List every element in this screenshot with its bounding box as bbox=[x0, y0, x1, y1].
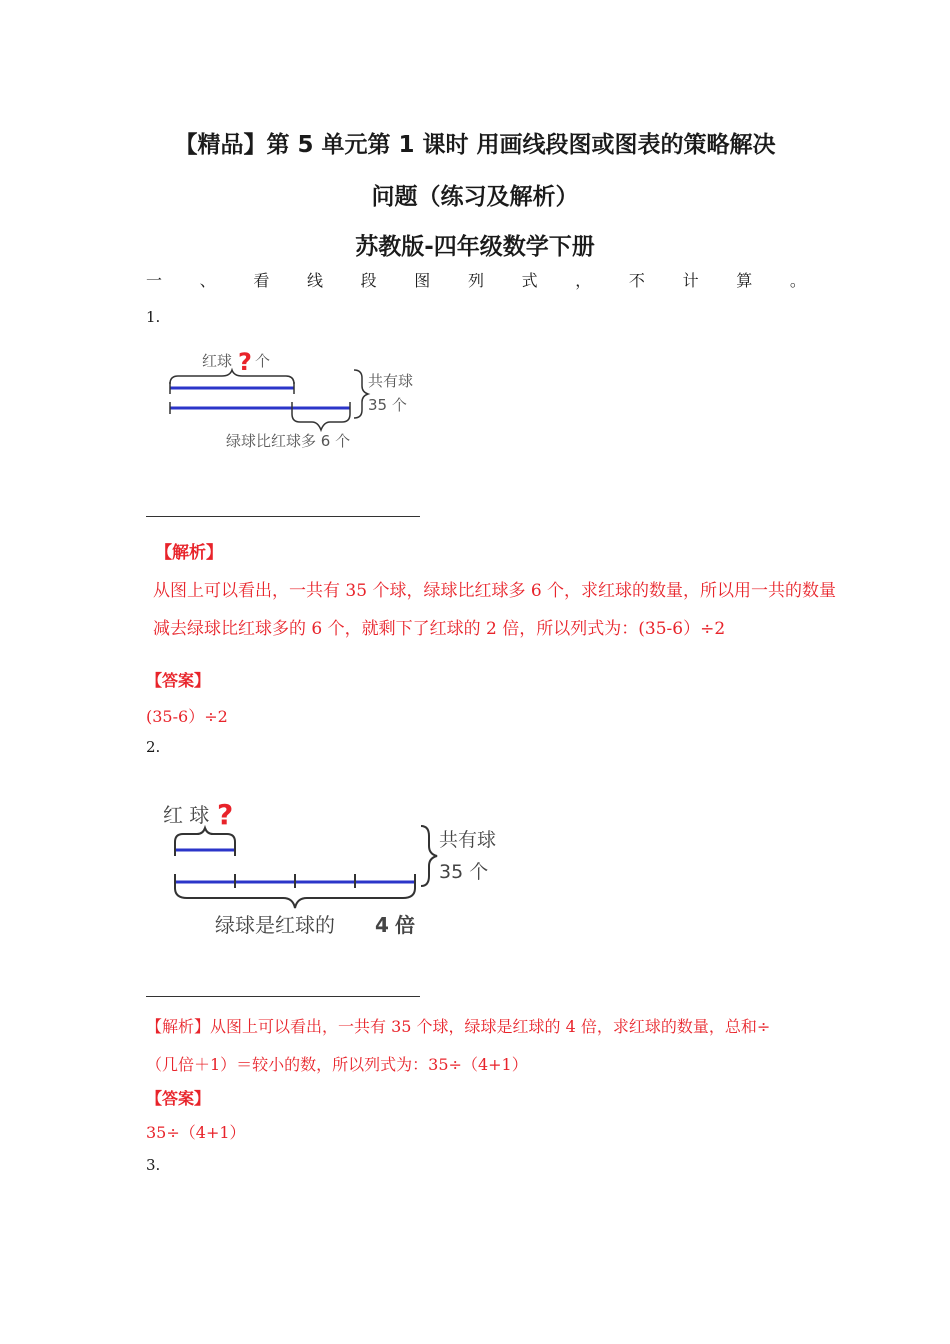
q1-total-label-2: 35 个 bbox=[368, 396, 407, 414]
q1-total-label-1: 共有球 bbox=[368, 372, 414, 390]
section-heading-char: 计 bbox=[682, 271, 699, 290]
q1-bottom-brace bbox=[292, 414, 350, 430]
q2-analysis-line1 bbox=[146, 1014, 770, 1037]
q1-unit: 个 bbox=[255, 352, 271, 370]
section-heading bbox=[146, 268, 806, 291]
q1-divider bbox=[146, 516, 420, 517]
q2-total-label-2: 35 个 bbox=[439, 861, 489, 883]
q1-analysis-label: 【解析】 bbox=[155, 543, 223, 563]
q1-answer-label: 【答案】 bbox=[146, 671, 211, 690]
section-heading-char: 。 bbox=[789, 271, 806, 290]
page-subtitle: 苏教版-四年级数学下册 bbox=[355, 234, 595, 260]
q2-bottom-unit: 倍 bbox=[395, 913, 415, 937]
q1-red-ball-label: 红球 bbox=[202, 352, 233, 370]
section-heading-char: 不 bbox=[628, 271, 645, 290]
section-heading-char: 一 bbox=[146, 271, 163, 290]
question-1-number: 1. bbox=[146, 308, 161, 326]
section-heading-char: 段 bbox=[360, 271, 377, 290]
question-2-number: 2. bbox=[146, 738, 161, 756]
section-heading-char: 算 bbox=[736, 271, 753, 290]
q2-answer-label: 【答案】 bbox=[146, 1089, 211, 1108]
section-heading-char: ， bbox=[575, 271, 592, 290]
q2-analysis-text1: 从图上可以看出，一共有 35 个球，绿球是红球的 4 倍，求红球的数量，总和÷ bbox=[210, 1017, 771, 1036]
q1-top-brace bbox=[170, 370, 294, 384]
section-heading-char: 图 bbox=[414, 271, 431, 290]
question-1-diagram bbox=[160, 340, 440, 470]
q2-bottom-num: 4 bbox=[375, 913, 389, 937]
question-2-diagram bbox=[155, 790, 515, 950]
question-3-number: 3. bbox=[146, 1156, 161, 1174]
q2-question-mark: ? bbox=[217, 798, 234, 831]
q2-analysis-label: 【解析】 bbox=[146, 1017, 211, 1036]
q2-answer: 35÷（4+1） bbox=[146, 1123, 246, 1142]
section-heading-char: 线 bbox=[306, 271, 323, 290]
q1-analysis-line2: 减去绿球比红球多的 6 个，就剩下了红球的 2 倍，所以列式为：(35-6）÷2 bbox=[153, 619, 726, 639]
q2-right-brace bbox=[421, 826, 437, 886]
section-heading-char: 看 bbox=[253, 271, 270, 290]
q1-bottom-label: 绿球比红球多 6 个 bbox=[226, 432, 351, 450]
q2-divider bbox=[146, 996, 420, 997]
page-title-line1: 【精品】第 5 单元第 1 课时 用画线段图或图表的策略解决 bbox=[174, 132, 776, 158]
q1-analysis-line1: 从图上可以看出，一共有 35 个球，绿球比红球多 6 个，求红球的数量，所以用一共的数量 bbox=[153, 581, 837, 601]
q2-bottom-label: 绿球是红球的 bbox=[215, 913, 335, 937]
q2-total-label-1: 共有球 bbox=[439, 829, 497, 851]
section-heading-char: 、 bbox=[199, 271, 216, 290]
q2-bottom-brace bbox=[175, 888, 415, 908]
q1-answer: (35-6）÷2 bbox=[146, 707, 228, 726]
q2-analysis-line2: （几倍＋1）＝较小的数，所以列式为：35÷（4+1） bbox=[146, 1055, 528, 1074]
section-heading-char: 列 bbox=[467, 271, 484, 290]
q1-right-brace bbox=[354, 370, 368, 418]
q1-question-mark: ? bbox=[238, 348, 252, 376]
page-title-line2: 问题（练习及解析） bbox=[371, 184, 579, 210]
section-heading-char: 式 bbox=[521, 271, 538, 290]
q2-red-ball-label: 红 球 bbox=[163, 803, 210, 827]
